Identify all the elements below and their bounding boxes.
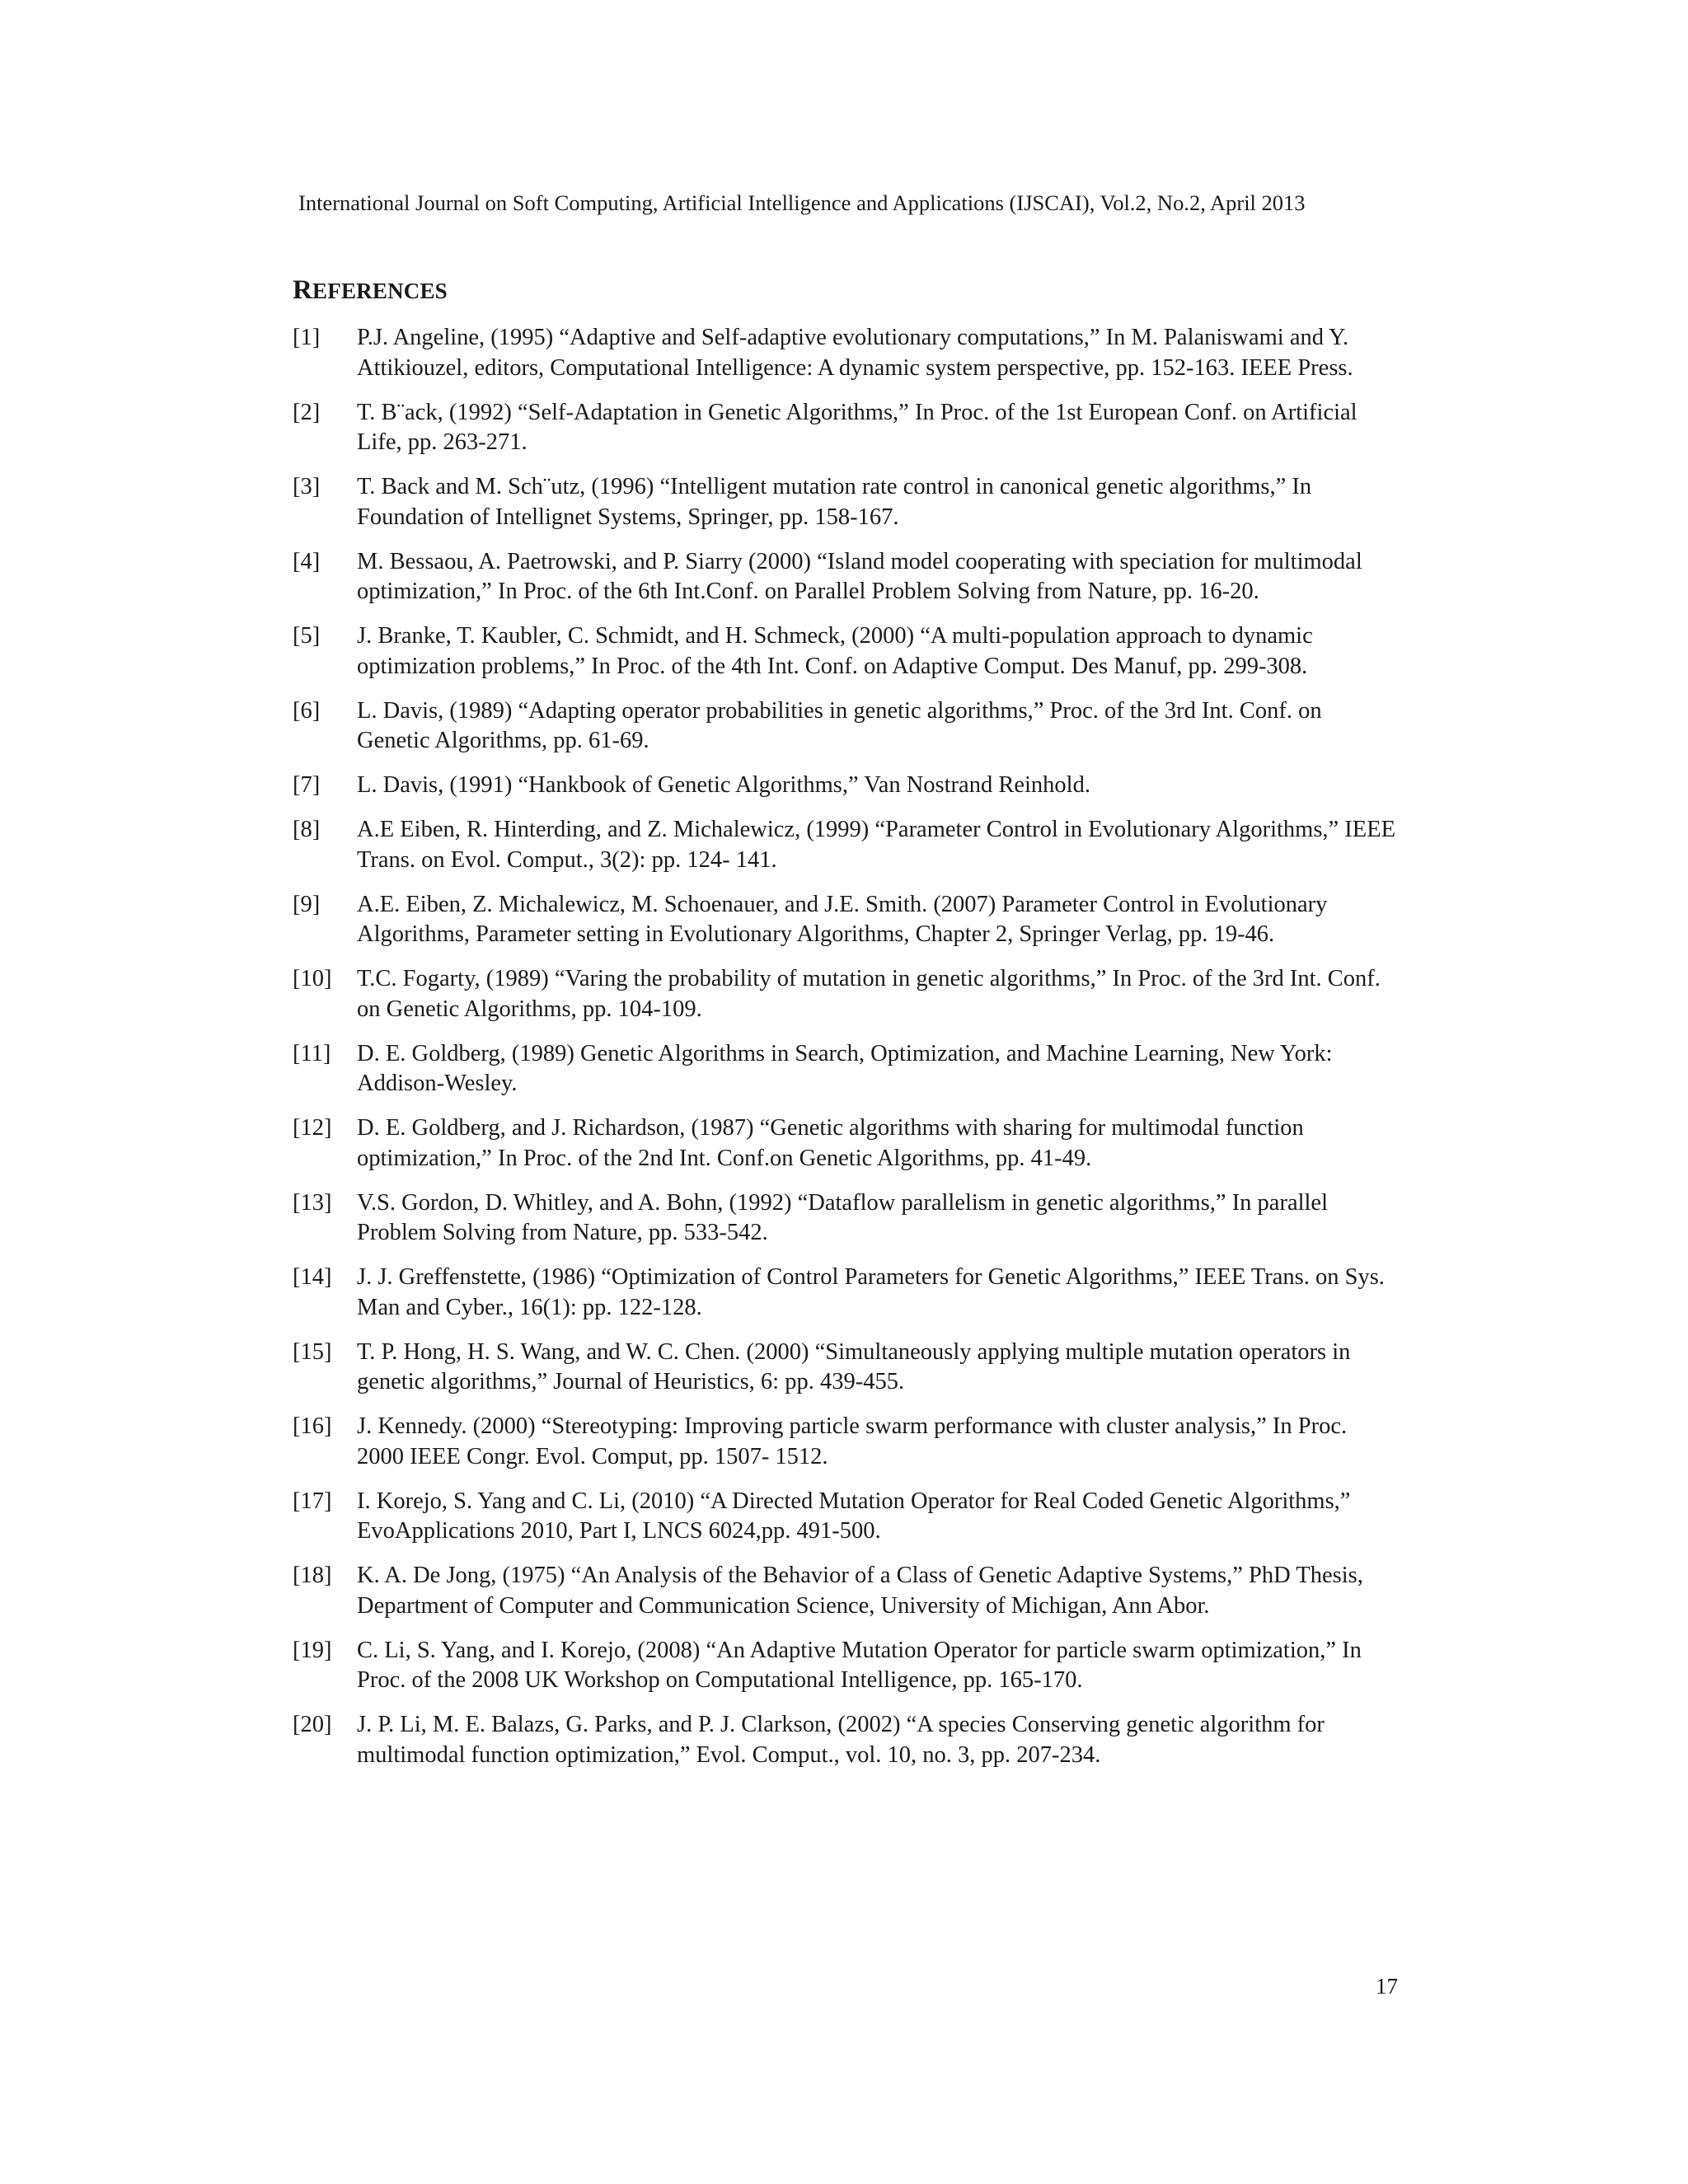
reference-text: C. Li, S. Yang, and I. Korejo, (2008) “An Adaptive Mutation Operator for particle swarm optimization,” In Proc. of the 2008 UK Workshop on Computational Intelligence, pp. 165-170. [357,1637,1362,1693]
reference-list [293,323,1397,1785]
reference-text: T.C. Fogarty, (1989) “Varing the probability of mutation in genetic algorithms,” In Proc. of the 3rd Int. Conf. on Genetic Algorithms, pp. 104-109. [357,966,1381,1022]
reference-number: [6] [293,697,321,724]
references-heading [293,272,448,309]
reference-number: [10] [293,966,332,991]
reference-number: [2] [293,399,321,425]
reference-item [293,964,1397,1024]
reference-number: [16] [293,1413,332,1439]
references-heading-rest: EFERENCES [312,279,448,303]
reference-text: T. B¨ack, (1992) “Self-Adaptation in Genetic Algorithms,” In Proc. of the 1st European Conf. on Artificial Life, pp. 263-271. [357,399,1357,455]
reference-text: K. A. De Jong, (1975) “An Analysis of the Behavior of a Class of Genetic Adaptive Systems,” PhD Thesis, Department of Computer and Communication Science, University of Michigan, Ann Abor. [357,1563,1363,1619]
reference-item [293,815,1397,875]
reference-text: J. Kennedy. (2000) “Stereotyping: Improving particle swarm performance with cluster analysis,” In Proc. 2000 IEEE Congr. Evol. Comput, pp. 1507- 1512. [357,1413,1348,1469]
reference-item [293,890,1397,950]
reference-text: J. Branke, T. Kaubler, C. Schmidt, and H. Schmeck, (2000) “A multi-population approach to dynamic optimization problems,” In Proc. of the 4th Int. Conf. on Adaptive Comput. Des Manuf, pp. 299-308. [357,623,1313,679]
reference-number: [13] [293,1189,332,1216]
reference-item [293,547,1397,607]
reference-item [293,696,1397,757]
reference-item [293,1113,1397,1174]
reference-item [293,621,1397,682]
reference-text: L. Davis, (1989) “Adapting operator probabilities in genetic algorithms,” Proc. of the 3rd Int. Conf. on Genetic Algorithms, pp. 61-69. [357,697,1322,753]
running-header: International Journal on Soft Computing, Artificial Intelligence and Applications (IJSCAI), Vol.2, No.2, April 2013 [298,190,1306,215]
page-number: 17 [1376,1974,1398,1999]
reference-number: [1] [293,325,321,350]
reference-text: J. J. Greffenstette, (1986) “Optimization of Control Parameters for Genetic Algorithms,” IEEE Trans. on Sys. Man and Cyber., 16(1): pp. 122-128. [357,1264,1385,1320]
reference-number: [18] [293,1563,332,1588]
references-heading-initial: R [293,275,313,305]
reference-item [293,1263,1397,1323]
reference-item [293,472,1397,532]
reference-item [293,771,1397,801]
reference-item [293,1412,1397,1472]
reference-text: J. P. Li, M. E. Balazs, G. Parks, and P. J. Clarkson, (2002) “A species Conserving genetic algorithm for multimodal function optimization,” Evol. Comput., vol. 10, no. 3, pp. 207-234. [357,1712,1325,1768]
reference-number: [15] [293,1338,332,1365]
reference-number: [19] [293,1637,332,1663]
reference-text: P.J. Angeline, (1995) “Adaptive and Self-adaptive evolutionary computations,” In M. Palaniswami and Y. Attikiouzel, editors, Computational Intelligence: A dynamic system perspective, pp. 152-163. IEEE Press. [357,325,1353,381]
reference-item [293,398,1397,458]
reference-text: I. Korejo, S. Yang and C. Li, (2010) “A Directed Mutation Operator for Real Coded Genetic Algorithms,” EvoApplications 2010, Part I, LNCS 6024,pp. 491-500. [357,1488,1351,1544]
reference-item [293,1710,1397,1770]
reference-number: [9] [293,891,321,917]
reference-number: [7] [293,772,321,798]
reference-text: A.E Eiben, R. Hinterding, and Z. Michalewicz, (1999) “Parameter Control in Evolutionary Algorithms,” IEEE Trans. on Evol. Comput., 3(2): pp. 124- 141. [357,817,1396,873]
reference-number: [5] [293,623,321,649]
reference-number: [17] [293,1488,332,1514]
reference-number: [8] [293,817,321,842]
reference-number: [3] [293,474,321,499]
reference-number: [12] [293,1115,332,1141]
reference-item [293,1636,1397,1696]
reference-text: D. E. Goldberg, (1989) Genetic Algorithms in Search, Optimization, and Machine Learning, New York: Addison-Wesley. [357,1040,1333,1096]
reference-text: V.S. Gordon, D. Whitley, and A. Bohn, (1992) “Dataflow parallelism in genetic algorithms,” In parallel Problem Solving from Nature, pp. 533-542. [357,1189,1329,1245]
reference-item [293,323,1397,383]
reference-item [293,1338,1397,1398]
reference-text: D. E. Goldberg, and J. Richardson, (1987) “Genetic algorithms with sharing for multimodal function optimization,” In Proc. of the 2nd Int. Conf.on Genetic Algorithms, pp. 41-49. [357,1115,1304,1171]
reference-number: [14] [293,1264,332,1290]
reference-number: [20] [293,1712,332,1737]
reference-number: [11] [293,1040,331,1066]
reference-item [293,1188,1397,1249]
reference-text: T. Back and M. Sch¨utz, (1996) “Intelligent mutation rate control in canonical genetic algorithms,” In Foundation of Intellignet Systems, Springer, pp. 158-167. [357,474,1312,530]
reference-number: [4] [293,548,321,574]
reference-text: L. Davis, (1991) “Hankbook of Genetic Algorithms,” Van Nostrand Reinhold. [357,772,1090,798]
reference-text: T. P. Hong, H. S. Wang, and W. C. Chen. (2000) “Simultaneously applying multiple mutation operators in genetic algorithms,” Journal of Heuristics, 6: pp. 439-455. [357,1338,1351,1394]
reference-text: M. Bessaou, A. Paetrowski, and P. Siarry (2000) “Island model cooperating with speciation for multimodal optimization,” In Proc. of the 6th Int.Conf. on Parallel Problem Solving from Nature, pp. 16-20. [357,548,1362,604]
reference-item [293,1561,1397,1621]
reference-text: A.E. Eiben, Z. Michalewicz, M. Schoenauer, and J.E. Smith. (2007) Parameter Control in Evolutionary Algorithms, Parameter setting in Evolutionary Algorithms, Chapter 2, Springer Verlag, pp. 19-46. [357,891,1328,947]
reference-item [293,1487,1397,1547]
reference-item [293,1039,1397,1099]
